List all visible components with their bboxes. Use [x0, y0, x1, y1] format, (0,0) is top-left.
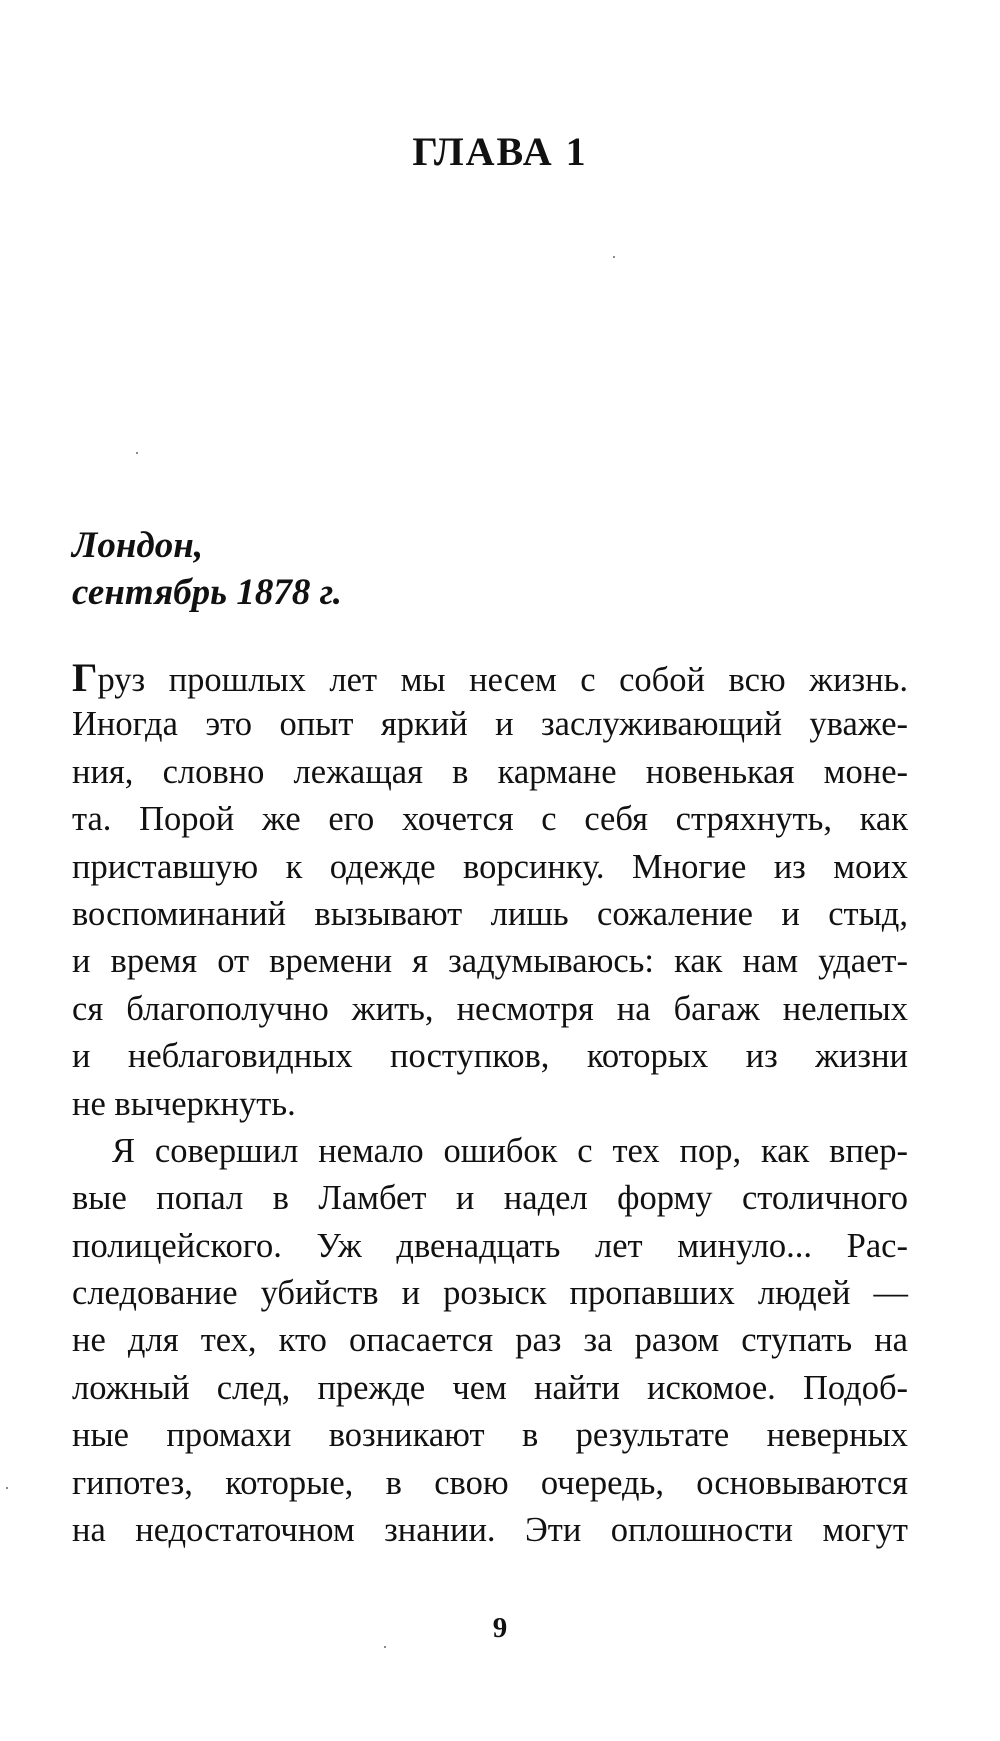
drop-cap: Г	[72, 655, 98, 700]
paragraph-1-line: ся благополучно жить, несмотря на багаж нелепых	[72, 989, 908, 1028]
paragraph-1-line-last: не вычеркнуть.	[72, 1084, 296, 1123]
dateline-place: Лондон,	[72, 525, 204, 566]
scan-speck	[6, 1487, 8, 1489]
paragraph-1-line: и время от времени я задумываюсь: как нам удает-	[72, 942, 908, 981]
paragraph-2-line: полицейского. Уж двенадцать лет минуло... Рас-	[72, 1226, 908, 1265]
scan-speck	[613, 256, 615, 258]
dateline-date: сентябрь 1878 г.	[72, 572, 342, 613]
paragraph-2-line-1: Я совершил немало ошибок с тех пор, как впер-	[112, 1131, 908, 1170]
body-text	[72, 654, 908, 1554]
paragraph-1-line: та. Порой же его хочется с себя стряхнуть, как	[72, 800, 908, 839]
chapter-title: ГЛАВА 1	[412, 129, 588, 174]
paragraph-2-line: вые попал в Ламбет и надел форму столичного	[72, 1179, 908, 1218]
page-number: 9	[492, 1612, 508, 1644]
paragraph-2-line: ложный след, прежде чем найти искомое. Подоб-	[72, 1368, 908, 1407]
paragraph-1-line: приставшую к одежде ворсинку. Многие из моих	[72, 847, 908, 886]
paragraph-1-line-1	[72, 654, 908, 701]
paragraph-2-line: гипотез, которые, в свою очередь, основываются	[72, 1463, 908, 1502]
paragraph-2-line: не для тех, кто опасается раз за разом ступать на	[72, 1321, 908, 1360]
scan-speck	[136, 452, 138, 454]
paragraph-1-line: Иногда это опыт яркий и заслуживающий уваже-	[72, 705, 908, 744]
paragraph-1-line: воспоминаний вызывают лишь сожаление и стыд,	[72, 894, 908, 933]
paragraph-1-line: ния, словно лежащая в кармане новенькая моне-	[72, 752, 908, 791]
paragraph-2-line: на недостаточном знании. Эти оплошности могут	[72, 1511, 908, 1550]
paragraph-2-line: ные промахи возникают в результате неверных	[72, 1416, 908, 1455]
paragraph-2-line: следование убийств и розыск пропавших людей —	[72, 1274, 908, 1313]
paragraph-1-line: и неблаговидных поступков, которых из жизни	[72, 1037, 908, 1076]
scan-speck	[384, 1646, 386, 1648]
paragraph-1-first-line-rest: руз прошлых лет мы несем с собой всю жизнь.	[97, 661, 908, 699]
dateline	[72, 522, 342, 616]
